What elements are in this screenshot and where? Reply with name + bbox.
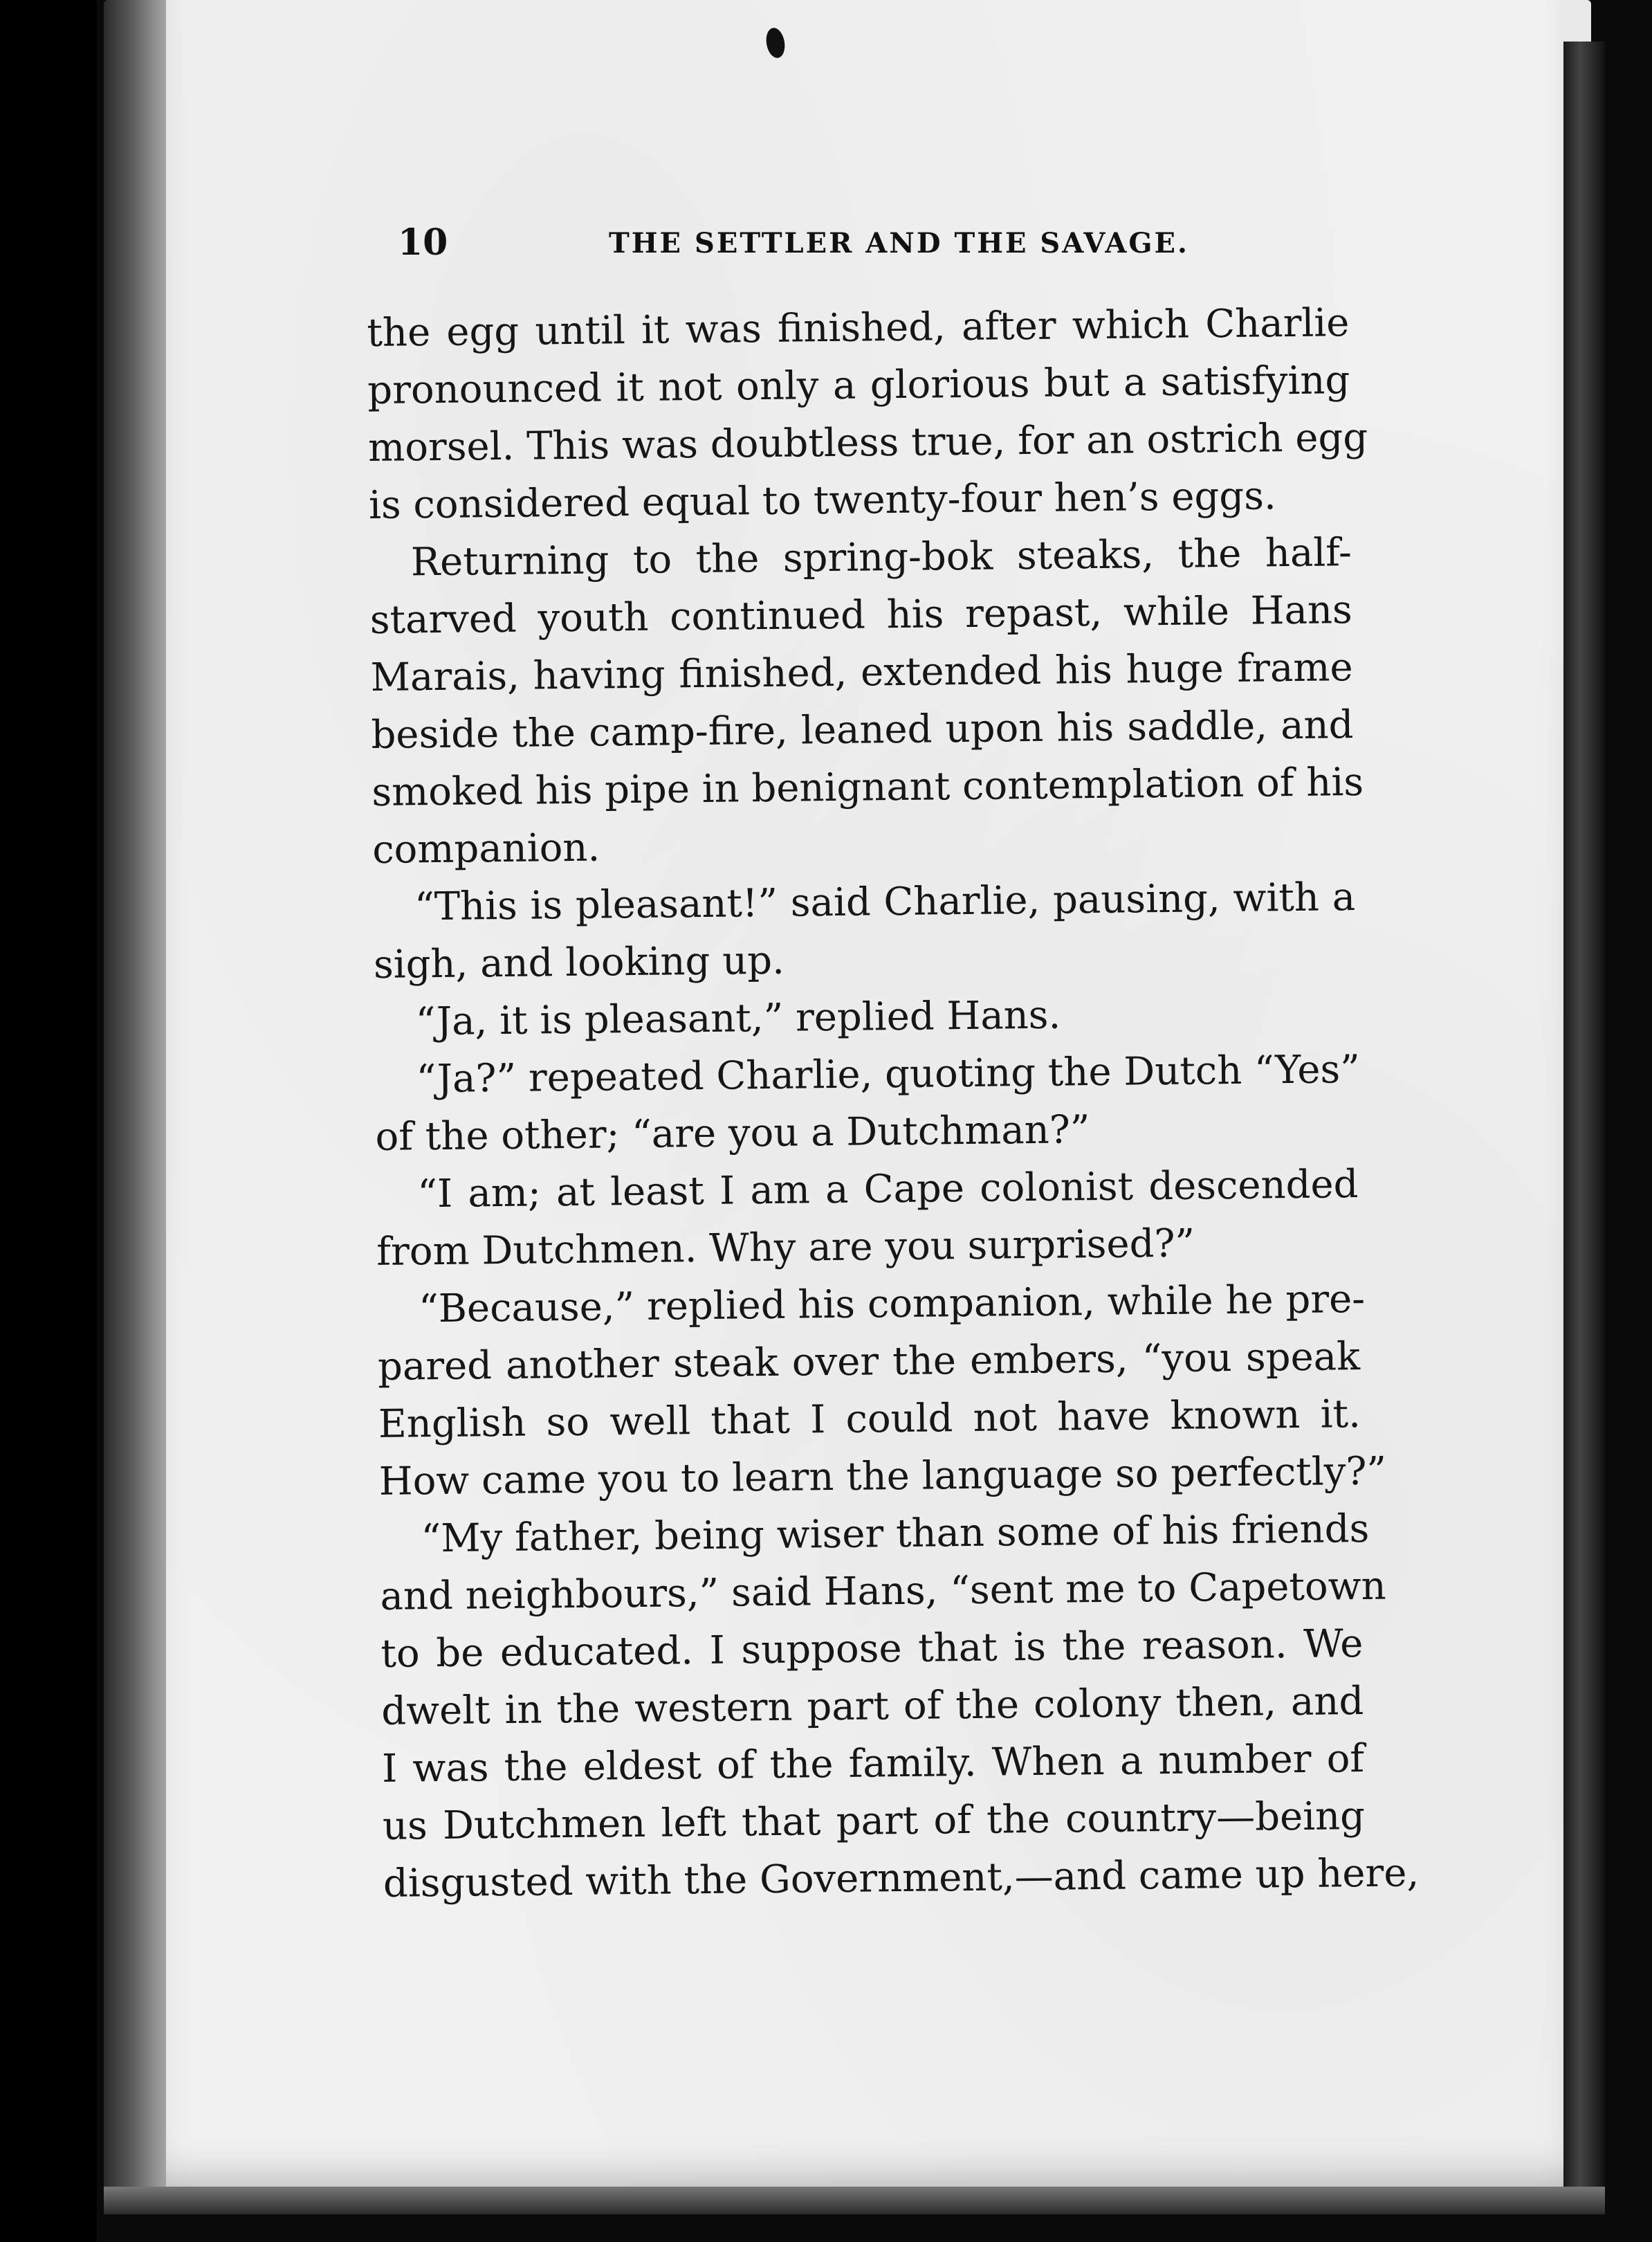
text-line: companion. bbox=[371, 825, 600, 873]
text-line: from Dutchmen. Why are you surprised?” bbox=[376, 1221, 1195, 1275]
text-line: How came you to learn the language so perfectly?” bbox=[378, 1448, 1387, 1504]
text-line: “Ja, it is pleasant,” replied Hans. bbox=[415, 992, 1061, 1045]
text-line: is considered equal to twenty-four hen’s eggs. bbox=[368, 473, 1277, 528]
text-line: morsel. This was doubtless true, for an ostrich egg bbox=[367, 414, 1368, 471]
text-line: “Because,” replied his companion, while he pre- bbox=[418, 1276, 1366, 1332]
text-line: “I am; at least I am a Cape colonist descended bbox=[417, 1162, 1359, 1217]
text-line: smoked his pipe in benignant contemplation of his bbox=[371, 759, 1364, 815]
text-line: and neighbours,” said Hans, “sent me to Capetown bbox=[380, 1563, 1387, 1619]
text-line: pronounced it not only a glorious but a satisfying bbox=[367, 358, 1350, 413]
page-right-edge bbox=[1563, 42, 1605, 2187]
text-line: I was the eldest of the family. When a number of bbox=[381, 1736, 1365, 1792]
text-line: sigh, and looking up. bbox=[373, 938, 785, 987]
text-line: of the other; “are you a Dutchman?” bbox=[375, 1107, 1090, 1160]
page-bottom-edge bbox=[104, 2187, 1605, 2214]
body-text bbox=[367, 294, 1420, 1913]
text-line: disgusted with the Government,—and came up here, bbox=[383, 1850, 1420, 1906]
text-line: us Dutchmen left that part of the country—being bbox=[382, 1794, 1366, 1849]
text-line: Marais, having finished, extended his huge frame bbox=[370, 645, 1353, 700]
page-header bbox=[398, 221, 1380, 277]
text-line: Returning to the spring-bok steaks, the half- bbox=[410, 530, 1352, 585]
text-line: “This is pleasant!” said Charlie, pausing, with a bbox=[414, 875, 1356, 930]
text-line: “Ja?” repeated Charlie, quoting the Dutch “Yes” bbox=[416, 1047, 1361, 1102]
text-line: English so well that I could not have known it. bbox=[378, 1392, 1361, 1447]
text-line: the egg until it was finished, after which Charlie bbox=[367, 300, 1350, 356]
text-line: beside the camp-fire, leaned upon his saddle, and bbox=[371, 702, 1354, 758]
text-line: to be educated. I suppose that is the reason. We bbox=[380, 1621, 1364, 1677]
text-line: “My father, being wiser than some of his friends bbox=[421, 1506, 1370, 1562]
page-number: 10 bbox=[398, 221, 448, 264]
text-line: dwelt in the western part of the colony then, and bbox=[380, 1679, 1364, 1734]
running-head: THE SETTLER AND THE SAVAGE. bbox=[609, 227, 1189, 259]
text-line: starved youth continued his repast, while Hans bbox=[369, 587, 1353, 643]
text-line: pared another steak over the embers, “you speak bbox=[377, 1334, 1361, 1389]
